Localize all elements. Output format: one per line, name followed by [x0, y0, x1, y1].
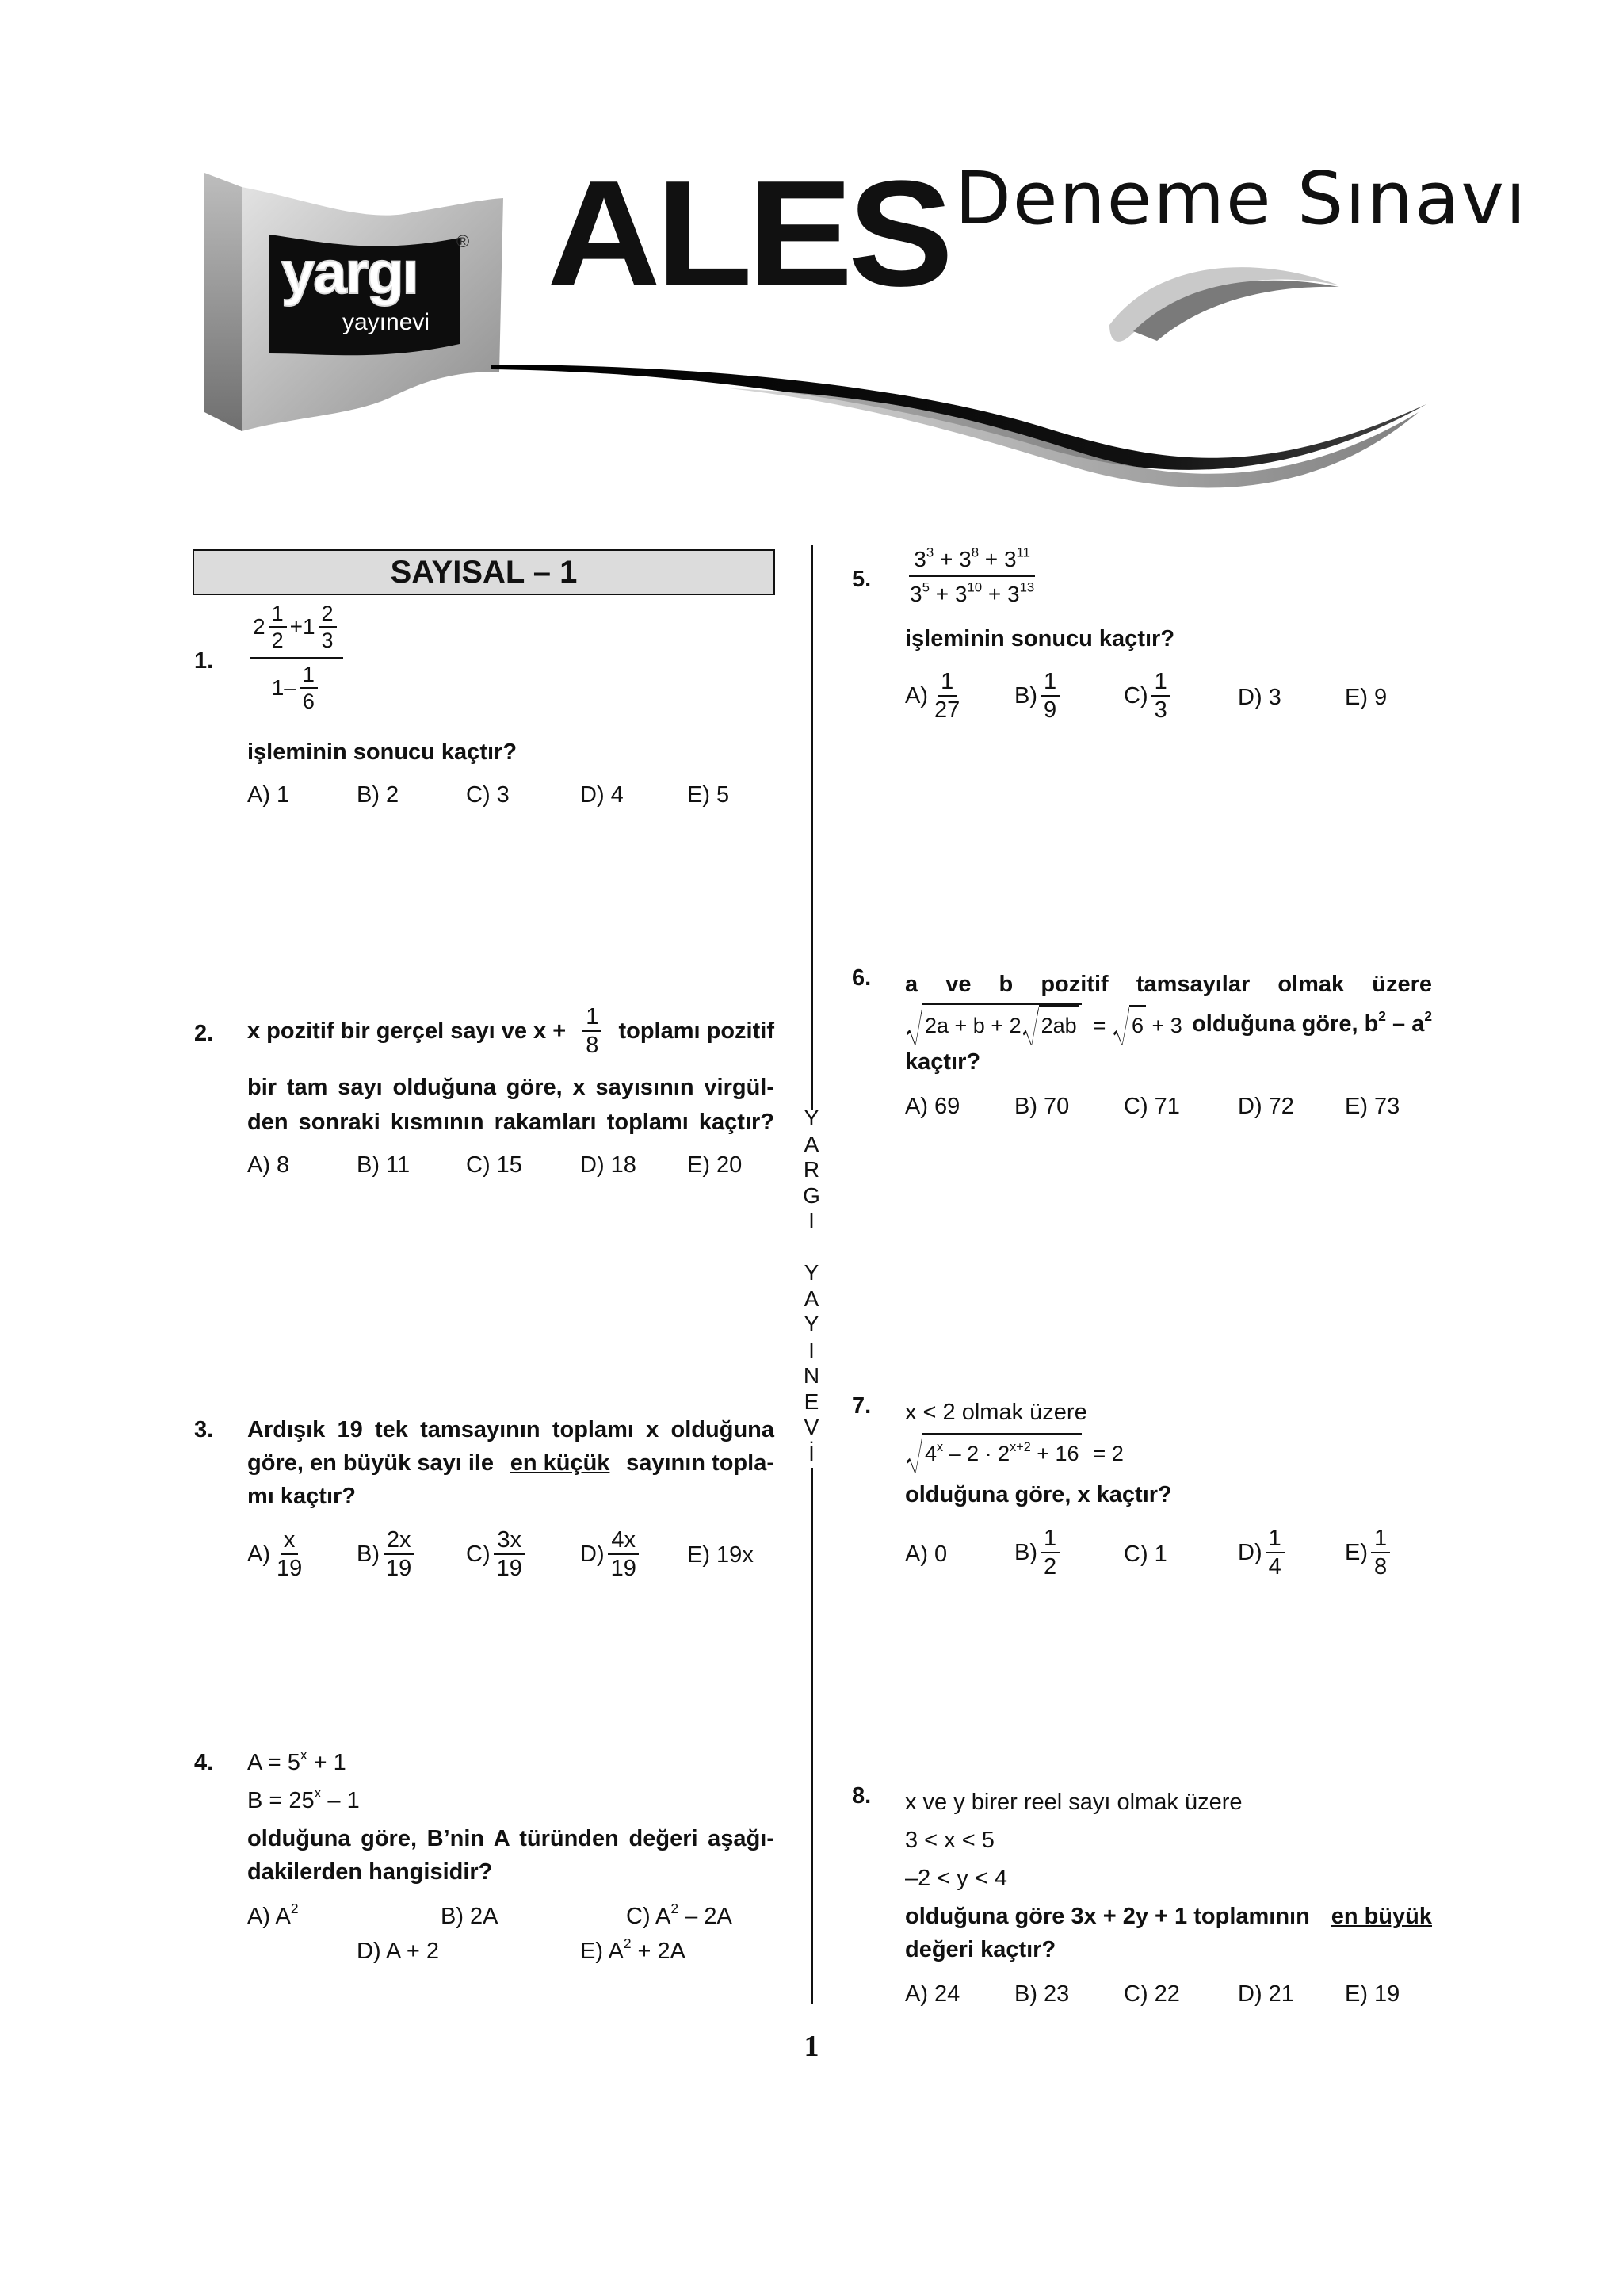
side-letter: E — [804, 1389, 819, 1414]
question-8-line4 — [905, 1897, 1432, 1935]
side-letter: G — [803, 1182, 820, 1208]
column-separator-bottom — [811, 1468, 813, 2004]
question-4-number: 4. — [194, 1750, 214, 1775]
side-letter: N — [803, 1363, 820, 1388]
side-letter: A — [804, 1286, 819, 1311]
question-7-option-b[interactable]: B) $\frac{1}{2}$ — [1014, 1526, 1063, 1580]
question-7-line1: x < 2 olmak üzere — [905, 1400, 1087, 1425]
question-4-option-b[interactable]: B) 2A — [441, 1904, 498, 1929]
question-6-equation: 2a + b + 2 2ab = 6 + 3 — [905, 1003, 1182, 1045]
side-letter: İ — [808, 1440, 815, 1465]
side-letter: R — [803, 1157, 820, 1182]
question-5-number: 5. — [852, 567, 872, 592]
question-2-option-c[interactable]: C) 15 — [466, 1152, 522, 1178]
question-7-number: 7. — [852, 1393, 872, 1419]
side-letter: A — [804, 1131, 819, 1156]
question-2-option-d[interactable]: D) 18 — [580, 1152, 636, 1178]
question-3-option-b[interactable]: B) $\frac{2x}{19}$ — [357, 1528, 418, 1581]
question-4-option-d[interactable]: D) A + 2 — [357, 1939, 439, 1964]
question-6-line3: kaçtır? — [905, 1049, 981, 1075]
question-3-option-d[interactable]: D) $\frac{4x}{19}$ — [580, 1528, 643, 1581]
question-5-expression: $\frac{3^3 + 3^8 + 3^{11}}{3^5 + 3^{10} + 3^{13}}$ — [910, 544, 1035, 606]
question-6-option-d[interactable]: D) 72 — [1238, 1094, 1294, 1119]
question-3-line1: Ardışık 19 tek tamsayının toplamı x olduğuna — [247, 1417, 774, 1442]
column-separator-top — [811, 545, 813, 1110]
question-7-line3: olduğuna göre, x kaçtır? — [905, 1482, 1172, 1507]
question-3-line2-b: sayının topla- — [626, 1450, 774, 1476]
question-8-option-a[interactable]: A) 24 — [905, 1981, 960, 2007]
question-5-option-d[interactable]: D) 3 — [1238, 685, 1281, 710]
question-1-option-e[interactable]: E) 5 — [687, 782, 730, 808]
question-2-line1: x pozitif bir gerçel sayı ve x + $\frac{1}{8}$ toplamı pozitif — [247, 1004, 774, 1059]
exam-subtitle: Deneme Sınavı — [955, 156, 1528, 241]
question-4-prompt-line1: olduğuna göre, B’nin A türünden değeri aşağı- — [247, 1826, 774, 1851]
question-1-prompt: işleminin sonucu kaçtır? — [247, 739, 517, 765]
side-letter: I — [808, 1337, 815, 1362]
question-7-option-c[interactable]: C) 1 — [1124, 1541, 1167, 1567]
side-letter: I — [808, 1209, 815, 1233]
question-6-option-c[interactable]: C) 71 — [1124, 1094, 1180, 1119]
question-6-line2 — [905, 1003, 1432, 1045]
side-letter: Y — [804, 1260, 819, 1285]
exam-title: ALES — [547, 150, 949, 318]
question-6-option-b[interactable]: B) 70 — [1014, 1094, 1070, 1119]
question-6-option-a[interactable]: A) 69 — [905, 1094, 960, 1119]
question-8-line1: x ve y birer reel sayı olmak üzere — [905, 1790, 1243, 1815]
question-4-prompt-line2: dakilerden hangisidir? — [247, 1859, 493, 1885]
question-8-option-d[interactable]: D) 21 — [1238, 1981, 1294, 2007]
side-letter: V — [804, 1415, 819, 1439]
question-8-option-c[interactable]: C) 22 — [1124, 1981, 1180, 2007]
question-3-line3: mı kaçtır? — [247, 1484, 356, 1509]
header-swoosh — [475, 230, 1442, 507]
question-5-option-b[interactable]: B) $\frac{1}{9}$ — [1014, 670, 1063, 723]
question-2-option-e[interactable]: E) 20 — [687, 1152, 743, 1178]
logo-brand-text: yargı — [281, 239, 418, 307]
question-3-option-e[interactable]: E) 19x — [687, 1542, 754, 1568]
question-3-option-c[interactable]: C) $\frac{3x}{19}$ — [466, 1528, 529, 1581]
question-2-line1-b: toplamı pozitif — [618, 1018, 774, 1045]
section-title: SAYISAL – 1 — [193, 549, 775, 595]
publisher-vertical-text — [799, 1106, 824, 1466]
question-5-prompt: işleminin sonucu kaçtır? — [905, 626, 1175, 651]
side-letter: Y — [804, 1312, 819, 1336]
question-5-option-a[interactable]: A) $\frac{1}{27}$ — [905, 669, 960, 724]
question-6-number: 6. — [852, 965, 872, 991]
question-8-option-e[interactable]: E) 19 — [1345, 1981, 1400, 2007]
logo-sub-text: yayınevi — [342, 309, 430, 335]
question-4-option-a[interactable]: A) $A^2$ — [247, 1900, 299, 1929]
header-logo — [198, 168, 515, 437]
logo-registered-mark: ® — [456, 231, 470, 251]
question-4-option-c[interactable]: C) $A^2 - 2A$ — [626, 1900, 732, 1929]
question-8-number: 8. — [852, 1783, 872, 1809]
question-3-line2-a: göre, en büyük sayı ile — [247, 1450, 495, 1476]
question-7-equation: $4^x - 2 \cdot 2^{x+2} + 16 = 2$ — [905, 1433, 1124, 1473]
question-1-option-a[interactable]: A) 1 — [247, 782, 290, 808]
question-5-option-e[interactable]: E) 9 — [1345, 685, 1388, 710]
question-4-given-a: $A = 5^x + 1$ — [247, 1746, 346, 1775]
question-1-number: 1. — [194, 648, 214, 674]
question-2-line1-a: x pozitif bir gerçel sayı ve x + — [247, 1018, 567, 1045]
question-3-number: 3. — [194, 1417, 214, 1442]
question-8-line5: değeri kaçtır? — [905, 1937, 1056, 1962]
question-1-option-b[interactable]: B) 2 — [357, 782, 399, 808]
question-2-option-a[interactable]: A) 8 — [247, 1152, 290, 1178]
question-6-line1: a ve b pozitif tamsayılar olmak üzere — [905, 972, 1432, 997]
question-7-option-e[interactable]: E) $\frac{1}{8}$ — [1345, 1526, 1393, 1580]
question-2-line3: den sonraki kısmının rakamları toplamı kaçtır? — [247, 1110, 774, 1135]
question-1-option-c[interactable]: C) 3 — [466, 782, 510, 808]
question-3-line2-underlined: en küçük — [510, 1450, 610, 1476]
question-3-option-a[interactable]: A) $\frac{x}{19}$ — [247, 1527, 303, 1582]
question-2-line2: bir tam sayı olduğuna göre, x sayısının virgül- — [247, 1075, 774, 1100]
question-8-option-b[interactable]: B) 23 — [1014, 1981, 1070, 2007]
question-6-option-e[interactable]: E) 73 — [1345, 1094, 1400, 1119]
question-7-option-d[interactable]: D) $\frac{1}{4}$ — [1238, 1526, 1288, 1580]
page-number: 1 — [804, 2030, 819, 2063]
question-6-line2-text: olduğuna göre, $b^2 - a^2$ — [1192, 1007, 1432, 1037]
side-letter — [799, 1235, 824, 1261]
question-7-option-a[interactable]: A) 0 — [905, 1541, 948, 1567]
question-4-option-e[interactable]: E) $A^2 + 2A$ — [580, 1935, 686, 1964]
question-1-expression: 2 $\frac{1}{2}$ +1 $\frac{2}{3}$ 1– $\frac{1}{6}$ — [250, 602, 343, 712]
question-5-option-c[interactable]: C) $\frac{1}{3}$ — [1124, 670, 1174, 723]
question-8-line4-a: olduğuna göre 3x + 2y + 1 toplamının — [905, 1904, 1310, 1929]
question-1-option-d[interactable]: D) 4 — [580, 782, 624, 808]
question-8-line3: –2 < y < 4 — [905, 1866, 1007, 1891]
question-8-line2: 3 < x < 5 — [905, 1828, 995, 1853]
side-letter: Y — [804, 1106, 819, 1130]
question-2-number: 2. — [194, 1021, 214, 1046]
question-4-given-b: $B = 25^x - 1$ — [247, 1784, 360, 1813]
question-8-line4-underlined: en büyük — [1331, 1904, 1432, 1929]
question-2-option-b[interactable]: B) 11 — [357, 1152, 411, 1178]
question-3-line2 — [247, 1444, 774, 1482]
